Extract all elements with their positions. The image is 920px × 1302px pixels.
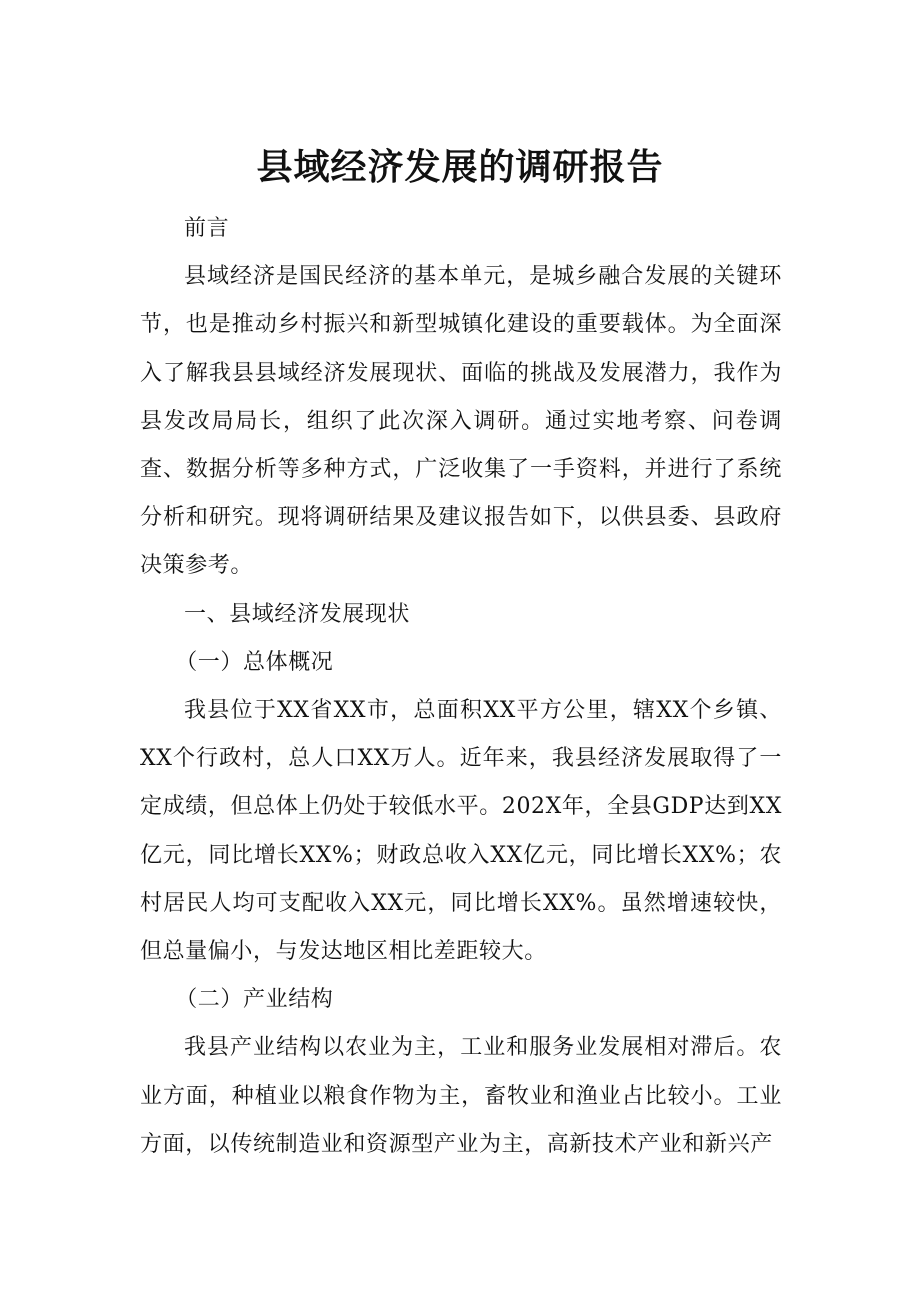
section-heading-1: 一、县域经济发展现状: [184, 601, 411, 627]
subsection-heading-2: （二）产业结构: [175, 987, 334, 1013]
document-body: [140, 205, 782, 1169]
industry-paragraph: 我县产业结构以农业为主，工业和服务业发展相对滞后。农业方面，种植业以粮食作物为主，畜牧业和渔业占比较小。工业方面，以传统制造业和资源型产业为主，高新技术产业和新兴产: [140, 1035, 782, 1157]
preface-paragraph: 县域经济是国民经济的基本单元，是城乡融合发展的关键环节，也是推动乡村振兴和新型城镇化建设的重要载体。为全面深入了解我县县域经济发展现状、面临的挑战及发展潜力，我作为县发改局局长，组织了此次深入调研。通过实地考察、问卷调查、数据分析等多种方式，广泛收集了一手资料，并进行了系统分析和研究。现将调研结果及建议报告如下，以供县委、县政府决策参考。: [140, 264, 782, 579]
document-title: 县域经济发展的调研报告: [256, 147, 664, 188]
preface-heading: 前言: [184, 216, 230, 241]
overview-paragraph: 我县位于XX省XX市，总面积XX平方公里，辖XX个乡镇、XX个行政村，总人口XX万人。近年来，我县经济发展取得了一定成绩，但总体上仍处于较低水平。202X年，全县GDP达到XX亿元，同比增长XX%；财政总收入XX亿元，同比增长XX%；农村居民人均可支配收入XX元，同比增长XX%。虽然增速较快，但总量偏小，与发达地区相比差距较大。: [140, 698, 782, 965]
subsection-heading-1: （一）总体概况: [175, 649, 334, 675]
